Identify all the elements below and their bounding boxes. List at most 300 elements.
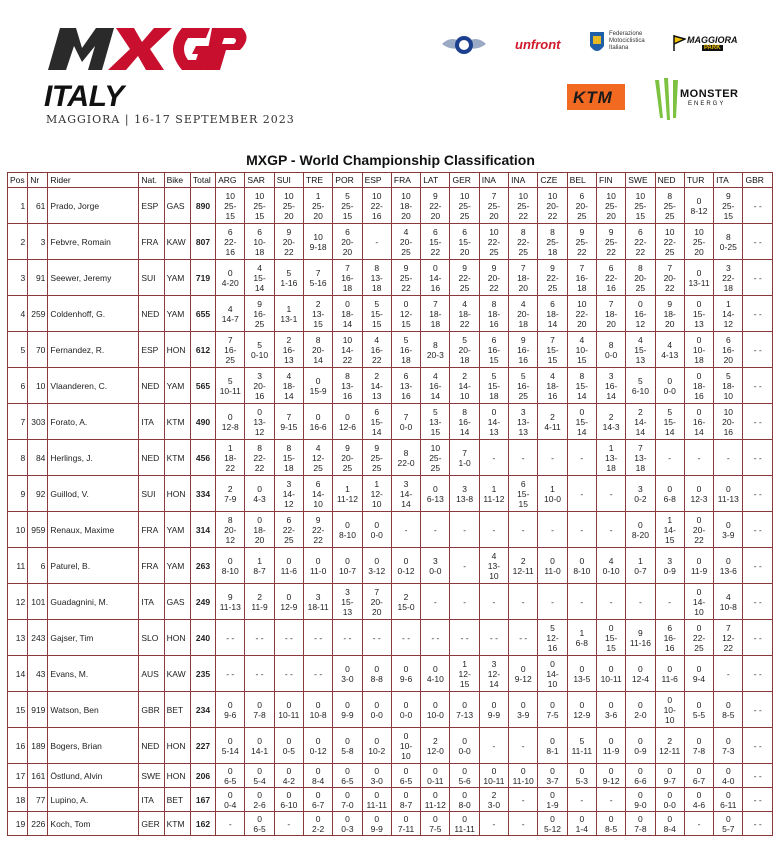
- result-cell: 0 4-6: [684, 788, 713, 812]
- rider-cell: Östlund, Alvin: [48, 764, 139, 788]
- monster-sub: ENERGY: [688, 101, 726, 107]
- column-header: Nat.: [139, 173, 164, 188]
- result-cell: 0 2-6: [245, 788, 274, 812]
- result-cell: 0 11-6: [655, 656, 684, 692]
- result-cell: 0 11-9: [596, 728, 625, 764]
- result-cell: 9 25- 15: [714, 188, 743, 224]
- bike-cell: BET: [164, 692, 190, 728]
- result-cell: 2 7-9: [216, 476, 245, 512]
- result-cell: - -: [743, 812, 773, 836]
- result-cell: - -: [216, 656, 245, 692]
- bike-cell: HON: [164, 332, 190, 368]
- position-cell: 5: [8, 332, 28, 368]
- result-cell: 8 20-3: [421, 332, 450, 368]
- result-cell: 10 25- 20: [684, 224, 713, 260]
- result-cell: 0 9-0: [626, 788, 655, 812]
- result-cell: 0 5-5: [684, 692, 713, 728]
- result-cell: 5 13- 15: [421, 404, 450, 440]
- result-cell: 0 10-11: [596, 656, 625, 692]
- result-cell: 7 18- 20: [509, 260, 538, 296]
- result-cell: 2 14-3: [596, 404, 625, 440]
- result-cell: 0 15- 14: [567, 404, 596, 440]
- result-cell: 9 22- 20: [421, 188, 450, 224]
- result-cell: - -: [509, 620, 538, 656]
- number-cell: 243: [28, 620, 48, 656]
- result-cell: 0 0-0: [450, 728, 479, 764]
- result-cell: 7 16- 18: [333, 260, 362, 296]
- rider-cell: Renaux, Maxime: [48, 512, 139, 548]
- result-cell: -: [479, 584, 508, 620]
- result-cell: -: [626, 584, 655, 620]
- result-cell: 8 22- 25: [509, 224, 538, 260]
- result-cell: 10 25- 25: [450, 188, 479, 224]
- result-cell: 8 0-25: [714, 224, 743, 260]
- result-cell: 0 11-9: [684, 548, 713, 584]
- event-subtitle: MAGGIORA | 16-17 SEPTEMBER 2023: [46, 113, 295, 126]
- result-cell: 0 7-11: [391, 812, 420, 836]
- maggiora-park-logo: [672, 33, 740, 53]
- result-cell: 0 0-9: [626, 728, 655, 764]
- result-cell: - -: [743, 224, 773, 260]
- position-cell: 11: [8, 548, 28, 584]
- result-cell: 6 22- 25: [274, 512, 303, 548]
- result-cell: 5 6-10: [626, 368, 655, 404]
- total-cell: 235: [190, 656, 215, 692]
- result-cell: 8 22- 22: [245, 440, 274, 476]
- result-cell: 9 22- 25: [450, 260, 479, 296]
- result-cell: 9 18- 20: [655, 296, 684, 332]
- total-cell: 890: [190, 188, 215, 224]
- position-cell: 3: [8, 260, 28, 296]
- column-header: SUI: [274, 173, 303, 188]
- result-cell: 0 10- 18: [684, 332, 713, 368]
- result-cell: -: [216, 812, 245, 836]
- result-cell: 5 15- 14: [655, 404, 684, 440]
- result-cell: 10 25- 15: [626, 188, 655, 224]
- bike-cell: HON: [164, 728, 190, 764]
- result-cell: -: [714, 656, 743, 692]
- result-cell: 10 22- 25: [479, 224, 508, 260]
- number-cell: 43: [28, 656, 48, 692]
- number-cell: 6: [28, 548, 48, 584]
- result-cell: - -: [743, 656, 773, 692]
- result-cell: 9 22- 22: [304, 512, 333, 548]
- result-cell: 0 4-20: [216, 260, 245, 296]
- number-cell: 101: [28, 584, 48, 620]
- result-cell: 9 16- 16: [509, 332, 538, 368]
- result-cell: 7 9-15: [274, 404, 303, 440]
- result-cell: - -: [391, 620, 420, 656]
- monster-claw-icon: [652, 78, 682, 120]
- result-cell: 3 12- 14: [479, 656, 508, 692]
- result-cell: 0 5-3: [567, 764, 596, 788]
- column-header: POR: [333, 173, 362, 188]
- result-cell: 0 0-0: [362, 512, 391, 548]
- bike-cell: GAS: [164, 188, 190, 224]
- column-header: INA: [509, 173, 538, 188]
- total-cell: 565: [190, 368, 215, 404]
- result-cell: 4 18- 16: [538, 368, 567, 404]
- column-header: TRE: [304, 173, 333, 188]
- number-cell: 259: [28, 296, 48, 332]
- column-header: FIN: [596, 173, 625, 188]
- result-cell: 0 3-0: [362, 764, 391, 788]
- table-body: [8, 188, 773, 836]
- number-cell: 919: [28, 692, 48, 728]
- result-cell: 0 9-6: [216, 692, 245, 728]
- result-cell: -: [655, 584, 684, 620]
- result-cell: 0 14- 10: [538, 656, 567, 692]
- result-cell: 0 6-7: [684, 764, 713, 788]
- result-cell: - -: [743, 548, 773, 584]
- result-cell: 0 13- 12: [245, 404, 274, 440]
- table-row: [8, 332, 773, 368]
- result-cell: 0 0-4: [216, 788, 245, 812]
- nation-cell: NED: [139, 728, 164, 764]
- result-cell: -: [714, 440, 743, 476]
- result-cell: 0 9-9: [362, 812, 391, 836]
- bike-cell: KTM: [164, 812, 190, 836]
- result-cell: 1 8-7: [245, 548, 274, 584]
- column-header: SAR: [245, 173, 274, 188]
- result-cell: 0 5-8: [333, 728, 362, 764]
- column-header: Rider: [48, 173, 139, 188]
- result-cell: 0 16- 12: [626, 296, 655, 332]
- nation-cell: ITA: [139, 404, 164, 440]
- number-cell: 226: [28, 812, 48, 836]
- classification-table: [7, 172, 773, 836]
- bike-cell: GAS: [164, 584, 190, 620]
- result-cell: 1 13-1: [274, 296, 303, 332]
- result-cell: - -: [743, 788, 773, 812]
- result-cell: 0 4-10: [421, 656, 450, 692]
- result-cell: 0 0-0: [655, 368, 684, 404]
- table-row: [8, 296, 773, 332]
- bike-cell: YAM: [164, 512, 190, 548]
- nation-cell: NED: [139, 440, 164, 476]
- result-cell: 4 16- 14: [421, 368, 450, 404]
- rider-cell: Paturel, B.: [48, 548, 139, 584]
- result-cell: 0 20- 22: [684, 512, 713, 548]
- rider-cell: Bogers, Brian: [48, 728, 139, 764]
- nation-cell: ITA: [139, 788, 164, 812]
- result-cell: 9 25- 22: [596, 224, 625, 260]
- result-cell: 0 7-13: [450, 692, 479, 728]
- result-cell: 3 15- 13: [333, 584, 362, 620]
- result-cell: 6 22- 16: [596, 260, 625, 296]
- result-cell: - -: [304, 656, 333, 692]
- result-cell: 0 2-0: [626, 692, 655, 728]
- result-cell: 0 6-13: [421, 476, 450, 512]
- position-cell: 17: [8, 764, 28, 788]
- result-cell: 9 25- 22: [567, 224, 596, 260]
- result-cell: 8 13- 16: [333, 368, 362, 404]
- result-cell: -: [538, 440, 567, 476]
- result-cell: 8 25- 18: [538, 224, 567, 260]
- number-cell: 303: [28, 404, 48, 440]
- table-row: [8, 260, 773, 296]
- result-cell: - -: [743, 764, 773, 788]
- rider-cell: Evans, M.: [48, 656, 139, 692]
- result-cell: 3 16- 14: [596, 368, 625, 404]
- position-cell: 12: [8, 584, 28, 620]
- table-row: [8, 620, 773, 656]
- result-cell: 0 5-7: [714, 812, 743, 836]
- table-row: [8, 476, 773, 512]
- result-cell: 3 14- 14: [391, 476, 420, 512]
- result-cell: 0 4-3: [245, 476, 274, 512]
- ktm-logo: [567, 84, 625, 110]
- result-cell: -: [509, 812, 538, 836]
- result-cell: 5 16- 18: [391, 332, 420, 368]
- result-cell: 0 9-12: [596, 764, 625, 788]
- bike-cell: BET: [164, 788, 190, 812]
- result-cell: 0 12-9: [567, 692, 596, 728]
- total-cell: 263: [190, 548, 215, 584]
- result-cell: -: [391, 512, 420, 548]
- position-cell: 16: [8, 728, 28, 764]
- result-cell: 0 6-5: [245, 812, 274, 836]
- bike-cell: YAM: [164, 368, 190, 404]
- result-cell: 5 12- 16: [538, 620, 567, 656]
- table-row: [8, 656, 773, 692]
- result-cell: 0 18- 20: [245, 512, 274, 548]
- result-cell: - -: [743, 728, 773, 764]
- result-cell: 0 7-5: [421, 812, 450, 836]
- nation-cell: SUI: [139, 476, 164, 512]
- result-cell: 1 12- 15: [450, 656, 479, 692]
- result-cell: 2 12-11: [509, 548, 538, 584]
- column-header: LAT: [421, 173, 450, 188]
- result-cell: -: [655, 440, 684, 476]
- result-cell: 0 13-6: [714, 548, 743, 584]
- result-cell: 0 2-2: [304, 812, 333, 836]
- result-cell: 7 20- 22: [655, 260, 684, 296]
- total-cell: 807: [190, 224, 215, 260]
- result-cell: 0 8-5: [596, 812, 625, 836]
- result-cell: 0 7-0: [333, 788, 362, 812]
- column-header: ITA: [714, 173, 743, 188]
- number-cell: 61: [28, 188, 48, 224]
- result-cell: 3 13- 13: [509, 404, 538, 440]
- result-cell: 1 10-0: [538, 476, 567, 512]
- fmi-line-3: Italiana: [609, 45, 629, 51]
- result-cell: 1 13- 18: [596, 440, 625, 476]
- ktm-text: KTM: [573, 88, 613, 107]
- result-cell: -: [479, 728, 508, 764]
- document-title: MXGP - World Championship Classification: [246, 152, 535, 168]
- position-cell: 10: [8, 512, 28, 548]
- bike-cell: KTM: [164, 440, 190, 476]
- total-cell: 490: [190, 404, 215, 440]
- result-cell: 6 15- 15: [509, 476, 538, 512]
- table-row: [8, 764, 773, 788]
- result-cell: 10 20- 16: [714, 404, 743, 440]
- result-cell: 0 15- 15: [596, 620, 625, 656]
- bike-cell: YAM: [164, 296, 190, 332]
- position-cell: 6: [8, 368, 28, 404]
- total-cell: 719: [190, 260, 215, 296]
- result-cell: 0 3-7: [538, 764, 567, 788]
- result-cell: 10 25- 15: [216, 188, 245, 224]
- bike-cell: KTM: [164, 404, 190, 440]
- result-cell: 7 18- 20: [596, 296, 625, 332]
- fmi-line-2: Motociclistica: [609, 38, 645, 44]
- result-cell: 0 9-9: [333, 692, 362, 728]
- nation-cell: FRA: [139, 548, 164, 584]
- nation-cell: GER: [139, 812, 164, 836]
- result-cell: 0 9-6: [391, 656, 420, 692]
- result-cell: 0 10-11: [274, 692, 303, 728]
- bike-cell: HON: [164, 620, 190, 656]
- result-cell: 7 15- 15: [538, 332, 567, 368]
- result-cell: 10 20- 22: [538, 188, 567, 224]
- result-cell: 5 20- 18: [450, 332, 479, 368]
- result-cell: 4 15- 14: [245, 260, 274, 296]
- result-cell: - -: [743, 404, 773, 440]
- result-cell: 0 8-4: [304, 764, 333, 788]
- result-cell: 0 9-7: [655, 764, 684, 788]
- result-cell: 0 0-0: [391, 692, 420, 728]
- result-cell: 6 10- 18: [245, 224, 274, 260]
- result-cell: 6 22- 16: [216, 224, 245, 260]
- mxgp-logo-icon: [42, 22, 247, 74]
- result-cell: 2 3-0: [479, 788, 508, 812]
- result-cell: 0 5-4: [245, 764, 274, 788]
- result-cell: 0 12-6: [333, 404, 362, 440]
- table-row: [8, 368, 773, 404]
- result-cell: 5 16- 25: [509, 368, 538, 404]
- result-cell: 1 12- 10: [362, 476, 391, 512]
- result-cell: 1 18- 22: [216, 440, 245, 476]
- result-cell: 8 22-0: [391, 440, 420, 476]
- result-cell: 0 0-11: [421, 764, 450, 788]
- result-cell: 5 18- 10: [714, 368, 743, 404]
- result-cell: -: [567, 440, 596, 476]
- result-cell: -: [596, 584, 625, 620]
- result-cell: 4 20- 25: [391, 224, 420, 260]
- result-cell: 7 16- 18: [567, 260, 596, 296]
- result-cell: 10 22- 16: [362, 188, 391, 224]
- rider-cell: Seewer, Jeremy: [48, 260, 139, 296]
- result-cell: 0 16-6: [304, 404, 333, 440]
- result-cell: 9 20- 22: [479, 260, 508, 296]
- result-cell: 10 25- 20: [274, 188, 303, 224]
- result-cell: 5 25- 15: [333, 188, 362, 224]
- result-cell: 1 25- 20: [304, 188, 333, 224]
- result-cell: 6 16- 16: [655, 620, 684, 656]
- total-cell: 612: [190, 332, 215, 368]
- result-cell: 4 18- 22: [450, 296, 479, 332]
- total-cell: 655: [190, 296, 215, 332]
- result-cell: 0 10-2: [362, 728, 391, 764]
- number-cell: 77: [28, 788, 48, 812]
- unfront-logo: unfront: [515, 37, 561, 52]
- result-cell: - -: [743, 620, 773, 656]
- result-cell: 0 10-11: [479, 764, 508, 788]
- result-cell: 0 10- 10: [391, 728, 420, 764]
- result-cell: 3 13-8: [450, 476, 479, 512]
- result-cell: 7 13- 18: [626, 440, 655, 476]
- nation-cell: GBR: [139, 692, 164, 728]
- result-cell: 4 4-13: [655, 332, 684, 368]
- position-cell: 1: [8, 188, 28, 224]
- rider-cell: Forato, A.: [48, 404, 139, 440]
- number-cell: 3: [28, 224, 48, 260]
- result-cell: 0 3-12: [362, 548, 391, 584]
- result-cell: 0 14- 16: [421, 260, 450, 296]
- result-cell: 7 5-16: [304, 260, 333, 296]
- result-cell: 6 20- 20: [333, 224, 362, 260]
- rider-cell: Fernandez, R.: [48, 332, 139, 368]
- result-cell: 4 0-10: [596, 548, 625, 584]
- result-cell: 0 11-10: [509, 764, 538, 788]
- result-cell: -: [509, 512, 538, 548]
- result-cell: 9 25- 22: [391, 260, 420, 296]
- result-cell: 10 14- 22: [333, 332, 362, 368]
- result-cell: 8 20- 14: [304, 332, 333, 368]
- position-cell: 13: [8, 620, 28, 656]
- result-cell: 0 9-4: [684, 656, 713, 692]
- result-cell: 0 7-8: [626, 812, 655, 836]
- column-header: Bike: [164, 173, 190, 188]
- result-cell: 0 8-10: [567, 548, 596, 584]
- table-row: [8, 584, 773, 620]
- bike-cell: HON: [164, 764, 190, 788]
- maggiora-sub: PARK: [704, 45, 721, 51]
- number-cell: 161: [28, 764, 48, 788]
- result-cell: -: [567, 584, 596, 620]
- result-cell: 0 12-8: [216, 404, 245, 440]
- result-cell: 10 25- 15: [245, 188, 274, 224]
- table-row: [8, 812, 773, 836]
- result-cell: 4 20- 18: [509, 296, 538, 332]
- result-cell: -: [509, 584, 538, 620]
- result-cell: - -: [743, 584, 773, 620]
- result-cell: 9 20- 25: [333, 440, 362, 476]
- result-cell: 0 10-8: [304, 692, 333, 728]
- result-cell: 8 13- 18: [362, 260, 391, 296]
- result-cell: 0 0-12: [391, 548, 420, 584]
- result-cell: -: [362, 224, 391, 260]
- result-cell: - -: [245, 656, 274, 692]
- result-cell: -: [509, 728, 538, 764]
- table-row: [8, 404, 773, 440]
- result-cell: - -: [450, 620, 479, 656]
- result-cell: 1 6-8: [567, 620, 596, 656]
- result-cell: 8 16- 14: [450, 404, 479, 440]
- result-cell: 6 16- 15: [479, 332, 508, 368]
- result-cell: - -: [743, 260, 773, 296]
- position-cell: 14: [8, 656, 28, 692]
- position-cell: 8: [8, 440, 28, 476]
- result-cell: 0 1-9: [538, 788, 567, 812]
- result-cell: -: [450, 584, 479, 620]
- result-cell: 7 18- 18: [421, 296, 450, 332]
- result-cell: 0 12-3: [684, 476, 713, 512]
- result-cell: 0 8-0: [450, 788, 479, 812]
- bike-cell: HON: [164, 476, 190, 512]
- result-cell: 2 11-9: [245, 584, 274, 620]
- nation-cell: SLO: [139, 620, 164, 656]
- column-header: GBR: [743, 173, 773, 188]
- position-cell: 9: [8, 476, 28, 512]
- table-row: [8, 188, 773, 224]
- result-cell: 0 8-10: [333, 512, 362, 548]
- result-cell: 1 0-7: [626, 548, 655, 584]
- number-cell: 92: [28, 476, 48, 512]
- rider-cell: Guadagnini, M.: [48, 584, 139, 620]
